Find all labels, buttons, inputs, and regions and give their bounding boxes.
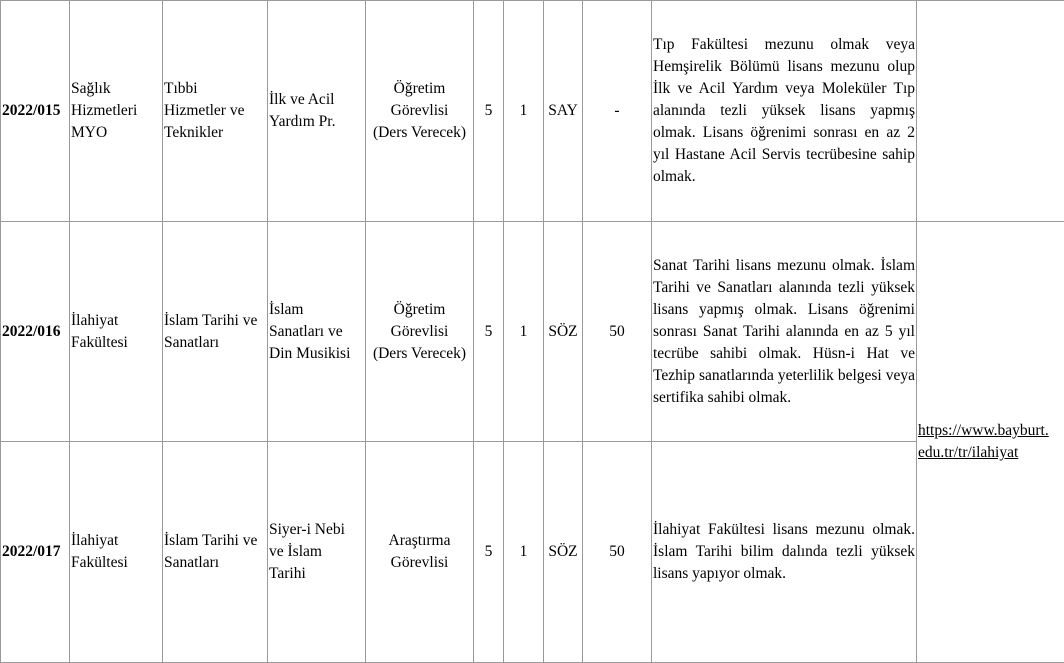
count-cell: 1 [504,222,544,442]
position-code: 2022/016 [1,222,70,442]
requirements-cell: İlahiyat Fakültesi lisans mezunu olmak. İslam Tarihi bilim dalında tezli yüksek lisans yapıyor olmak. [652,442,917,663]
position-title-cell: Öğretim Görevlisi (Ders Verecek) [366,222,474,442]
department-cell: İslam Tarihi ve Sanatları [163,222,268,442]
department-cell: İslam Tarihi ve Sanatları [163,442,268,663]
exam-type-cell: SÖZ [544,442,583,663]
exam-type-cell: SÖZ [544,222,583,442]
score-cell: 50 [583,222,652,442]
table-row [1,442,1064,663]
score-cell: 50 [583,442,652,663]
unit-cell: İlahiyat Fakültesi [70,222,163,442]
count-cell: 1 [504,442,544,663]
link-cell [917,222,1064,663]
faculty-website-link[interactable]: https://www.bayburt. edu.tr/tr/ilahiyat [918,420,1063,464]
table-row [1,222,1064,442]
unit-cell: İlahiyat Fakültesi [70,442,163,663]
degree-cell: 5 [474,442,504,663]
position-code: 2022/015 [1,1,70,222]
degree-cell: 5 [474,1,504,222]
requirements-cell: Sanat Tarihi lisans mezunu olmak. İslam Tarihi ve Sanatları alanında tezli yüksek lisans yapmış olmak. Lisans öğrenimi sonrası Sanat Tarihi alanında en az 5 yıl tecrübe sahibi olmak. Hüsn-i Hat ve Tezhip sanatlarında yeterlilik belgesi veya sertifika sahibi olmak. [652,222,917,442]
program-cell: Siyer-i Nebi ve İslam Tarihi [268,442,366,663]
table-row [1,1,1064,222]
unit-cell: Sağlık Hizmetleri MYO [70,1,163,222]
department-cell: Tıbbi Hizmetler ve Teknikler [163,1,268,222]
link-cell-top [917,1,1064,222]
position-title-cell: Araştırma Görevlisi [366,442,474,663]
count-cell: 1 [504,1,544,222]
requirements-cell: Tıp Fakültesi mezunu olmak veya Hemşirelik Bölümü lisans mezunu olup İlk ve Acil Yardım veya Moleküler Tıp alanında tezli yüksek lisans yapmış olmak. Lisans öğrenimi sonrası en az 2 yıl Hastane Acil Servis tecrübesine sahip olmak. [652,1,917,222]
position-code: 2022/017 [1,442,70,663]
program-cell: İlk ve Acil Yardım Pr. [268,1,366,222]
program-cell: İslam Sanatları ve Din Musikisi [268,222,366,442]
score-cell: - [583,1,652,222]
position-title-cell: Öğretim Görevlisi (Ders Verecek) [366,1,474,222]
exam-type-cell: SAY [544,1,583,222]
degree-cell: 5 [474,222,504,442]
